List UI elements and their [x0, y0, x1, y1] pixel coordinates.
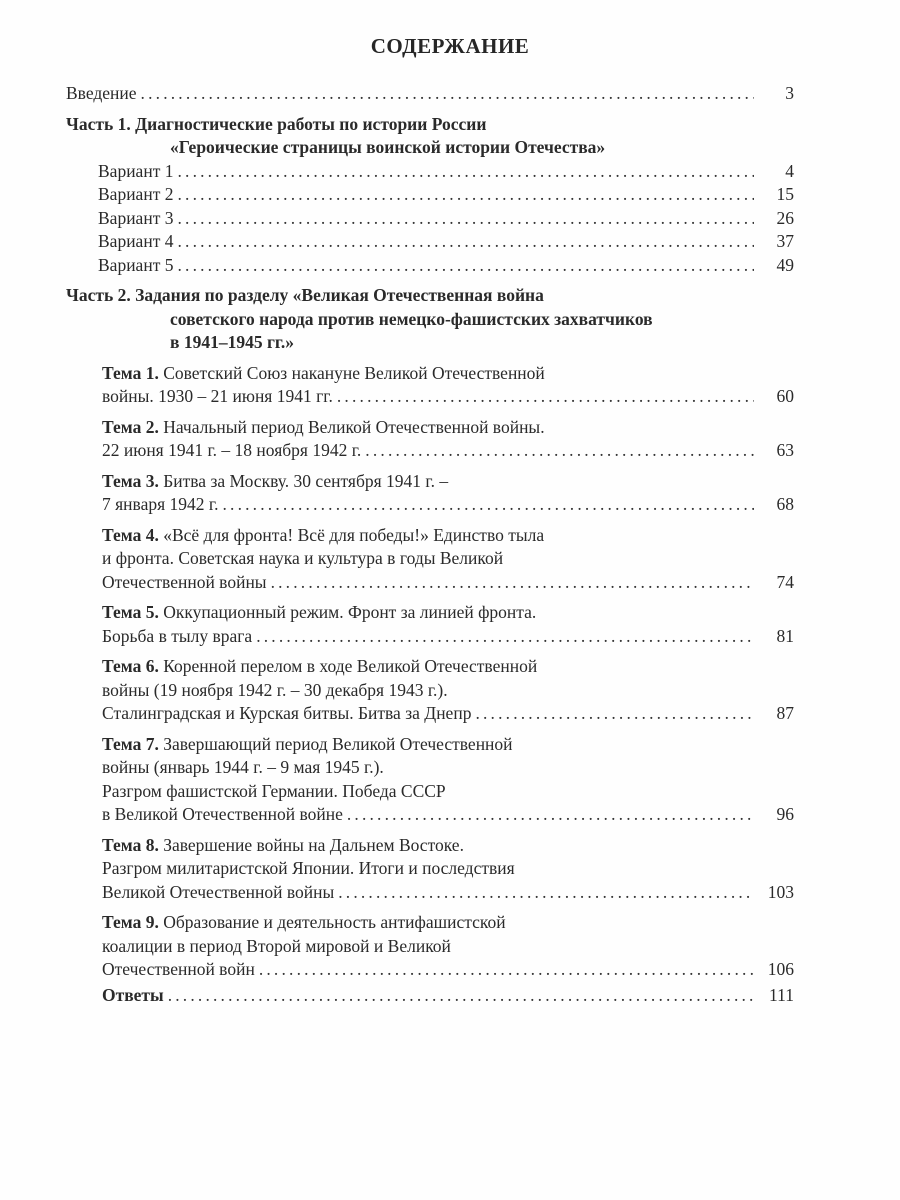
part-2-title-line-3: в 1941–1945 гг.»	[170, 332, 294, 352]
topic-title-line: и фронта. Советская наука и культура в годы Великой	[102, 548, 504, 568]
part-1-heading	[66, 113, 794, 160]
toc-page-number: 37	[776, 231, 794, 251]
dot-leader	[168, 984, 754, 1008]
topic-title-line: войны (январь 1944 г. – 9 мая 1945 г.).	[102, 757, 384, 777]
topic-title-last-line: Сталинградская и Курская битвы. Битва за Днепр	[102, 703, 472, 723]
toc-page-number: 111	[769, 984, 794, 1005]
dot-leader	[347, 803, 754, 827]
dot-leader	[177, 160, 754, 184]
toc-entry-topic-2[interactable]	[102, 416, 794, 463]
part-1-variants	[66, 160, 794, 278]
toc-entry-variant-1[interactable]	[98, 160, 794, 184]
topic-title-line: Завершение войны на Дальнем Востоке.	[163, 834, 464, 855]
topic-title-line: Разгром фашистской Германии. Победа СССР	[102, 780, 446, 801]
topic-title-last-line: Борьба в тылу врага	[102, 625, 253, 646]
toc-entry-label: Вариант 4	[98, 231, 174, 251]
toc-entry-topic-8[interactable]	[102, 834, 794, 905]
topic-title-last-line: войны. 1930 – 21 июня 1941 гг.	[102, 386, 333, 406]
topic-title-line: Начальный период Великой Отечественной войны.	[163, 416, 545, 437]
toc-page-number: 87	[776, 703, 794, 723]
part-2-title-line-2: советского народа против немецко-фашистских захватчиков	[170, 308, 653, 329]
topic-label: Тема 2.	[102, 416, 159, 437]
dot-leader	[177, 183, 754, 207]
topic-title-line: Разгром милитаристской Японии. Итоги и последствия	[102, 858, 515, 878]
dot-leader	[259, 958, 754, 982]
topic-label: Тема 9.	[102, 912, 159, 932]
part-2-topics	[66, 362, 794, 1008]
dot-leader	[177, 254, 754, 278]
topic-label: Тема 1.	[102, 362, 159, 383]
toc-entry-intro[interactable]	[66, 82, 794, 106]
toc-entry-label: Вариант 2	[98, 184, 174, 204]
dot-leader	[177, 230, 754, 254]
toc-page-number: 68	[776, 494, 794, 514]
toc-entry-label: Вариант 1	[98, 160, 174, 181]
topic-label: Тема 6.	[102, 656, 159, 676]
toc-page-number: 74	[776, 571, 794, 592]
part-2-title-line-1: Часть 2. Задания по разделу «Великая Отечественная война	[66, 285, 544, 305]
topic-title-line: Образование и деятельность антифашистской	[163, 912, 506, 932]
toc-page-number: 4	[785, 160, 794, 181]
topic-title-last-line: 22 июня 1941 г. – 18 ноября 1942 г.	[102, 440, 362, 460]
toc-entry-label: Вариант 3	[98, 207, 174, 228]
topic-label: Тема 7.	[102, 733, 159, 754]
topic-label: Тема 4.	[102, 524, 159, 545]
topic-title-line: «Всё для фронта! Всё для победы!» Единство тыла	[163, 524, 545, 545]
topic-title-line: Битва за Москву. 30 сентября 1941 г. –	[163, 470, 449, 491]
toc-page-number: 96	[776, 804, 794, 824]
topic-title-line: Советский Союз накануне Великой Отечественной	[163, 362, 545, 383]
toc-page-number: 49	[776, 254, 794, 275]
dot-leader	[141, 82, 754, 106]
toc-entry-label: Введение	[66, 83, 137, 103]
toc-entry-topic-9[interactable]	[102, 911, 794, 982]
dot-leader	[338, 881, 754, 905]
toc-entry-topic-3[interactable]	[102, 470, 794, 517]
topic-title-line: Оккупационный режим. Фронт за линией фронта.	[163, 602, 537, 622]
topic-title-last-line: 7 января 1942 г.	[102, 494, 219, 514]
toc-entry-variant-3[interactable]	[98, 207, 794, 231]
page-title: СОДЕРЖАНИЕ	[370, 34, 530, 58]
toc-page-number: 26	[776, 207, 794, 228]
toc-page-number: 60	[776, 386, 794, 406]
toc-entry-topic-6[interactable]	[102, 655, 794, 726]
toc-page-number: 63	[776, 440, 794, 460]
toc-entry-topic-7[interactable]	[102, 733, 794, 827]
part-2-heading	[66, 284, 794, 355]
part-1-title-line-1: Часть 1. Диагностические работы по истории России	[66, 113, 487, 134]
dot-leader	[222, 493, 754, 517]
dot-leader	[475, 702, 754, 726]
dot-leader	[177, 207, 754, 231]
topic-title-last-line: в Великой Отечественной войне	[102, 804, 343, 824]
topic-title-last-line: Отечественной войн	[102, 959, 255, 979]
toc-entry-variant-5[interactable]	[98, 254, 794, 278]
topic-title-last-line: Отечественной войны	[102, 571, 267, 592]
topic-title-line: Завершающий период Великой Отечественной	[163, 733, 513, 754]
toc-entry-label: Ответы	[102, 984, 164, 1005]
topic-label: Тема 3.	[102, 470, 159, 491]
topic-title-line: коалиции в период Второй мировой и Великой	[102, 935, 451, 956]
toc-page-number: 15	[776, 184, 794, 204]
topic-title-line: Коренной перелом в ходе Великой Отечественной	[163, 656, 538, 676]
dot-leader	[256, 625, 754, 649]
toc-entry-answers[interactable]	[102, 984, 794, 1008]
toc-page-number: 103	[767, 881, 794, 902]
toc-entry-variant-2[interactable]	[98, 183, 794, 207]
topic-label: Тема 5.	[102, 602, 159, 622]
toc-entry-topic-5[interactable]	[102, 601, 794, 648]
toc-page-number: 106	[767, 959, 794, 979]
dot-leader	[271, 571, 754, 595]
dot-leader	[365, 439, 754, 463]
toc-entry-label: Вариант 5	[98, 254, 174, 275]
topic-title-last-line: Великой Отечественной войны	[102, 881, 335, 902]
toc-entry-topic-4[interactable]	[102, 524, 794, 595]
topic-title-line: войны (19 ноября 1942 г. – 30 декабря 1943 г.).	[102, 679, 448, 700]
part-1-title-line-2: «Героические страницы воинской истории Отечества»	[170, 137, 606, 157]
toc-page-number: 81	[776, 625, 794, 646]
dot-leader	[337, 385, 754, 409]
toc-entry-topic-1[interactable]	[102, 362, 794, 409]
table-of-contents	[66, 82, 794, 1007]
toc-page-number: 3	[785, 83, 794, 103]
topic-label: Тема 8.	[102, 834, 159, 855]
toc-entry-variant-4[interactable]	[98, 230, 794, 254]
